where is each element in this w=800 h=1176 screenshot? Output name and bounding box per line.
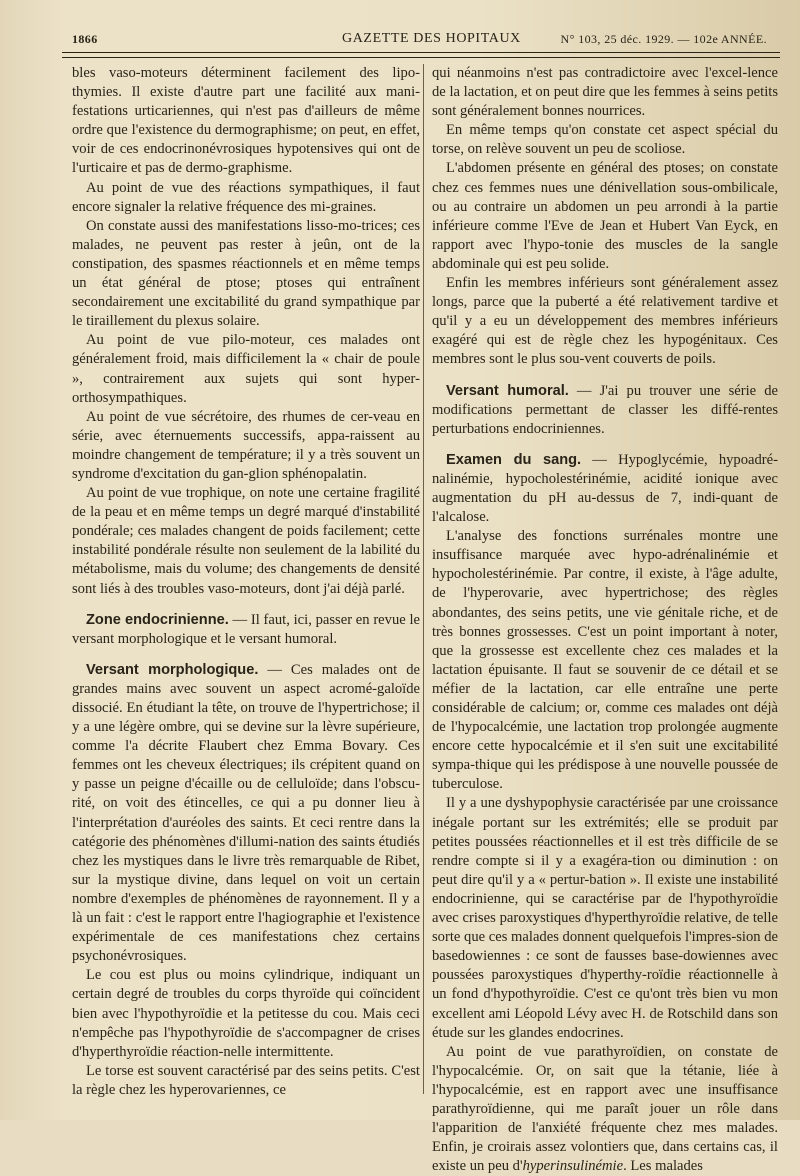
- paragraph: L'abdomen présente en général des ptoses; on constate chez ces femmes nues une dénivellation sous-ombilicale, ou au contraire un abdomen un peu arrondi à la partie inférieure comme l'Eve de Jean et Hubert Van Eyck, en rapport avec l'hypo-tonie des muscles de la sangle abdominale qui est peu solide.: [432, 160, 778, 272]
- left-column: [72, 64, 420, 1104]
- paragraph-text: — J'ai pu trouver une série de modifications permettant de classer les diffé-rentes perturbations endocriniennes.: [432, 382, 778, 437]
- journal-title: GAZETTE DES HOPITAUX: [342, 31, 521, 46]
- right-column: [432, 64, 778, 1175]
- page-number: 1866: [72, 32, 98, 46]
- section-paragraph-morph: [72, 661, 420, 967]
- paragraph-last: [432, 1043, 778, 1176]
- paragraph: Le torse est souvent caractérisé par des seins petits. C'est la règle chez les hyperovariennes, ce: [72, 1062, 420, 1098]
- header-rule-thin: [62, 57, 780, 58]
- paragraph-text: Au point de vue parathyroïdien, on constate de l'hypocalcémie. Or, on sait que la tétanie, liée à l'hypocalcémie, est en rapport avec une insuffisance parathyroïdienne, qui me paraît jouer un rôle dans l'apparition de l'anxiété fréquente chez mes malades. Enfin, je croirais assez volontiers que, dans certains cas, il existe un peu d': [432, 1043, 778, 1175]
- section-paragraph-humoral: [432, 382, 778, 439]
- section-paragraph-zone: [72, 611, 420, 649]
- paragraph: Au point de vue sécrétoire, des rhumes de cer-veau en série, avec éternuements successifs, appa-raissent au moindre changement de température; il y a très souvent un syndrome d'excitation du gan-glion sphénopalatin.: [72, 408, 420, 482]
- paragraph-text: — Il faut, ici, passer en revue le versant morphologique et le versant humoral.: [72, 611, 421, 647]
- paragraph: Au point de vue pilo-moteur, ces malades ont généralement froid, mais difficilement la « chair de poule », contrairement aux sujets qui sont hyper-orthosympathiques.: [72, 332, 420, 406]
- paragraph: Au point de vue des réactions sympathiques, il faut encore signaler la relative fréquence des mi-graines.: [72, 179, 420, 215]
- paragraph: Enfin les membres inférieurs sont généralement assez longs, parce que la puberté a été relativement tardive et qu'il y a eu un développement des membres inférieurs exagéré qui est de règle chez les hypogénitaux. Ces membres sont le plus sou-vent couverts de poils.: [432, 275, 778, 368]
- paragraph: Le cou est plus ou moins cylindrique, indiquant un certain degré de troubles du corps thyroïde qui coïncident bien avec l'hypothyroïdie et la petitesse du cou. Mais ceci n'empêche pas l'hypothyroïdie de s'accompagner de crises d'hyperthyroïdie réaction-nelle intermittente.: [72, 967, 420, 1060]
- paragraph: Il y a une dyshypophysie caractérisée par une croissance inégale portant sur les extrémités; elle se produit par petites poussées réactionnelles et il est très difficile de se rendre compte si il y a exagéra-tion ou diminution : on peut dire qu'il y a « pertur-bation ». Il existe une instabilité endocrinienne, qui se caractérise par de l'hypothyroïdie avec crises paroxystiques d'hyperthyroïdie relative, de telle sorte que ces malades donnent quelquefois l'impres-sion de basedowiennes : ce sont de fausses base-dowiennes avec poussées paroxystiques d'hyperthy-roïdie réactionnelle à un fond d'hypothyroïdie. C'est ce qu'ont très bien vu mon excellent ami Léopold Lévy avec H. de Rotschild dans son étude sur les glandes endocrines.: [432, 795, 778, 1041]
- paragraph-text: . Les malades: [623, 1158, 703, 1175]
- paragraph: qui néanmoins n'est pas contradictoire avec l'excel-lence de la lactation, et on peut dire que les femmes à seins petits sont généralement bonnes nourrices.: [432, 65, 778, 120]
- paragraph-text: — Hypoglycémie, hypoadré-nalinémie, hypocholestérinémie, acidité ionique avec augmentation du pH au-dessus de 7, indi-quant de l'alcalose.: [432, 451, 778, 526]
- paragraph: On constate aussi des manifestations lisso-mo-trices; ces malades, ne peuvent pas rester à jeûn, ont de la constipation, des spasmes réactionnels et en même temps un état général de ptose; ptoses qui entraînent secondairement une excitabilité du grand sympathique par le tiraillement du plexus solaire.: [72, 217, 420, 330]
- section-paragraph-sang: [432, 451, 778, 527]
- paragraph: En même temps qu'on constate cet aspect spécial du torse, on relève souvent un peu de scoliose.: [432, 122, 778, 158]
- paragraph: Au point de vue trophique, on note une certaine fragilité de la peau et en même temps un degré marqué d'instabilité pondérale; ces malades changent de poids facilement; cette instabilité pondérale résulte non seulement de la labilité du métabolisme, mais du volume; des changements de densité sont liés à des troubles vaso-moteurs, dont j'ai déjà parlé.: [72, 485, 420, 597]
- italic-term: hyperinsulinémie: [522, 1158, 624, 1175]
- paragraph: L'analyse des fonctions surrénales montre une insuffisance marquée avec hypo-adrénalinémie et hypocholestérinémie. Par contre, il existe, à l'âge adulte, de l'hyperovarie, avec hypertrichose; des règles abondantes, des seins petits, une vie génitale riche, et de très bonnes grossesses. C'est un point important à noter, que la grossesse est excellente chez ces malades et la lactation épuisante. Il faut se souvenir de ce détail et se méfier de la lactation, car elle entraîne une perte considérable de calcium; or, comme ces malades ont déjà de l'hypocalcémie, une lactation trop prolongée augmente encore cette hypocalcémie et il s'en suit une excitabilité sympa-thique qui les prédispose à une nouvelle poussée de tuberculose.: [432, 528, 778, 793]
- column-divider: [423, 64, 424, 1094]
- paragraph-text: — Ces malades ont de grandes mains avec souvent un aspect acromé-galoïde dissocié. En étudiant la tête, on trouve de l'hypertrichose; il y a une légère ombre, qui se devine sur la lèvre supérieure, comme l'a décrite Flaubert chez Emma Bovary. Ces femmes ont les cheveux électriques; ils crépitent quand on y passe un peigne d'écaille ou de celluloïde; dans l'obscu-rité, on voit des étincelles, ce qui a pu donner lieu à l'interprétation d'auréoles des saints. Et ceci rentre dans la catégorie des phénomènes d'illumi-nation des saints étudiés chez les mystiques dans le livre très remarquable de Ribet, sur la mystique divine, dans lequel on voit un certain nombre d'exemples de phénomènes de rayonnement. Il y a là un fait : c'est le rapport entre l'hagiographie et l'existence expérimentale de ces manifestations chez certains psychonévrosiques.: [72, 661, 420, 965]
- page-header: [62, 28, 787, 52]
- section-heading: Versant morphologique.: [86, 661, 259, 678]
- section-heading: Zone endocrinienne.: [86, 611, 229, 628]
- section-heading: Versant humoral.: [446, 382, 569, 399]
- paragraph: bles vaso-moteurs déterminent facilement des lipo-thymies. Il existe d'autre part une facilité aux mani-festations urticariennes, qui n'est pas d'ailleurs de même ordre que l'existence du dermographisme; on peut, en effet, voir de ces endocrinonévrosiques hypotensives qui ont de l'urticaire et pas de dermo-graphisme.: [72, 65, 420, 177]
- header-rule-thick: [62, 52, 780, 53]
- issue-info: N° 103, 25 déc. 1929. — 102e ANNÉE.: [560, 32, 767, 46]
- section-heading: Examen du sang.: [446, 451, 582, 468]
